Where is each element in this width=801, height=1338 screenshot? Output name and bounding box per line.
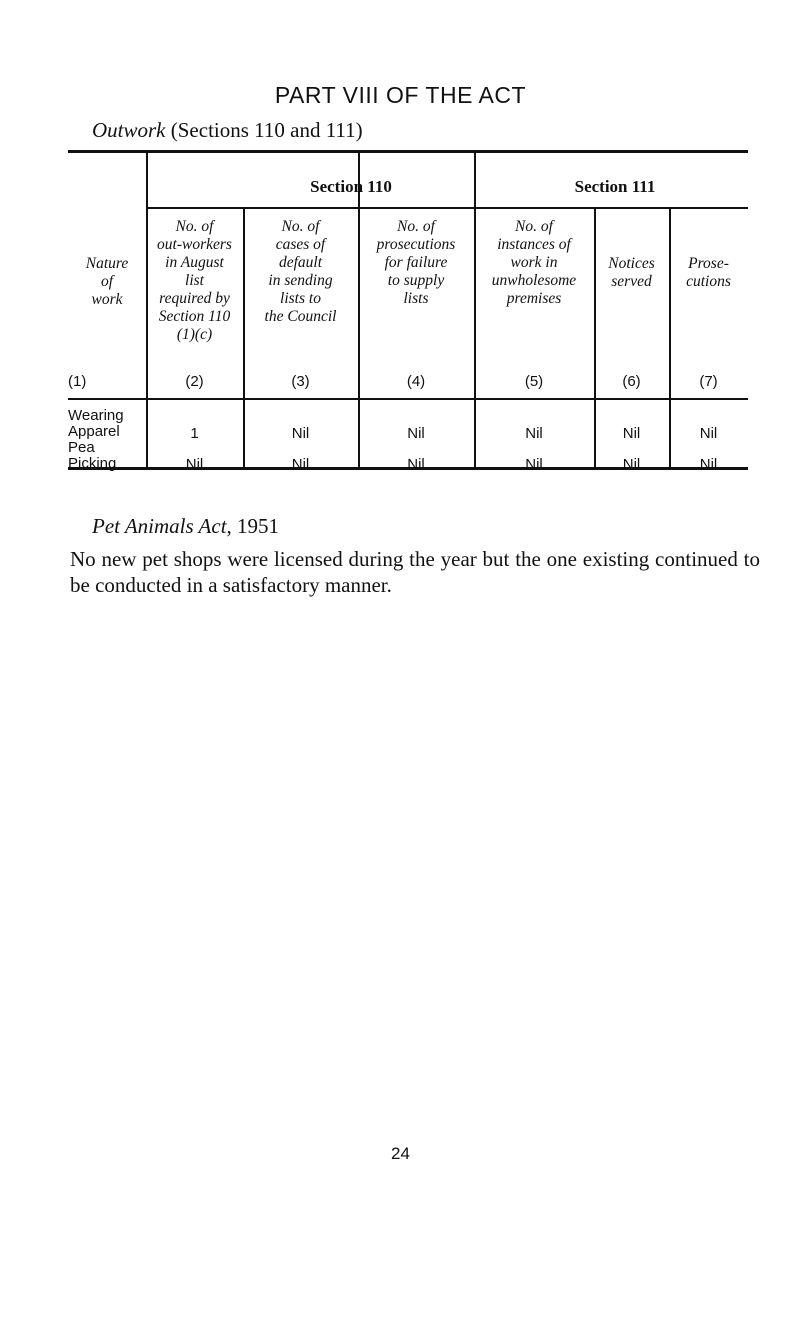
section-111-heading: Section 111 (574, 177, 656, 196)
col-rule-4 (474, 153, 476, 467)
header-line: served (611, 273, 652, 290)
header-line: No. of (397, 218, 435, 235)
header-line: unwholesome (491, 272, 577, 289)
header-line: of (100, 273, 114, 290)
table-cell: Nil (185, 456, 204, 473)
header-line: work (91, 291, 123, 308)
header-line: Notices (608, 255, 655, 272)
header-line: prosecutions (376, 236, 456, 253)
col-rule-3 (358, 153, 360, 467)
table-cell: Nil (407, 425, 425, 442)
header-line: Section 110 (158, 308, 231, 325)
header-line: for failure (384, 254, 448, 271)
col-header-4 (358, 218, 474, 308)
table-cell: Nil (622, 425, 641, 442)
row-label-line: Apparel (68, 423, 120, 440)
table-cell: 1 (190, 425, 199, 442)
header-line: (1)(c) (176, 326, 213, 343)
col-number-4: (4) (406, 373, 426, 390)
pet-title-italic: Pet Animals Act (92, 514, 227, 538)
header-line: No. of (281, 218, 320, 235)
header-line: instances of (497, 236, 571, 253)
row-label-line: Wearing (68, 407, 124, 424)
section-110-heading: Section 110 (310, 177, 392, 196)
header-line: out-workers (157, 236, 232, 253)
header-line: lists to (280, 290, 321, 307)
table-cell: Nil (291, 456, 310, 473)
table-cell: Nil (699, 456, 718, 473)
section-subtitle (92, 118, 363, 143)
subtitle-rest: (Sections 110 and 111) (165, 118, 363, 142)
header-line: list (185, 272, 204, 289)
header-line: Nature (85, 255, 129, 272)
col-number-7: (7) (699, 373, 718, 390)
header-line: in August (165, 254, 224, 271)
col-header-3 (243, 218, 358, 326)
pet-animals-heading (92, 514, 279, 539)
table-cell: Nil (407, 456, 425, 473)
col-header-1 (68, 255, 146, 309)
col-number-5: (5) (524, 373, 544, 390)
table-cell: Nil (622, 456, 641, 473)
header-line: work in (510, 254, 558, 271)
header-line: Prose- (688, 255, 729, 272)
header-line: in sending (268, 272, 333, 289)
col-header-6 (594, 255, 669, 291)
col-number-6: (6) (622, 373, 641, 390)
pet-title-rest: , 1951 (226, 514, 280, 538)
header-line: required by (159, 290, 230, 307)
header-line: the Council (264, 308, 337, 325)
part-title: PART VIII OF THE ACT (274, 82, 527, 108)
table-cell: Nil (525, 425, 543, 442)
col-header-7 (669, 255, 748, 291)
row-label-wearing-apparel (68, 408, 124, 440)
header-line: lists (403, 290, 429, 307)
table-cell: Nil (525, 456, 543, 473)
section-rule (146, 207, 748, 209)
col-header-2 (146, 218, 243, 344)
header-line: No. of (175, 218, 214, 235)
col-number-1: (1) (68, 373, 87, 390)
table-cell: Nil (699, 425, 718, 442)
table-cell: Nil (291, 425, 310, 442)
header-bottom-rule (68, 398, 748, 400)
row-label-line: Pea (68, 439, 95, 456)
subtitle-italic: Outwork (92, 118, 166, 142)
header-line: premises (506, 290, 562, 307)
col-number-3: (3) (291, 373, 310, 390)
col-header-5 (474, 218, 594, 308)
page-number: 24 (391, 1144, 410, 1163)
header-line: default (278, 254, 323, 271)
header-line: cutions (686, 273, 731, 290)
header-line: No. of (515, 218, 553, 235)
row-label-line: Picking (68, 455, 117, 472)
header-line: to supply (387, 272, 445, 289)
header-line: cases of (275, 236, 326, 253)
table-top-rule (68, 150, 748, 153)
row-label-pea-picking (68, 440, 116, 472)
col-number-2: (2) (185, 373, 204, 390)
pet-animals-paragraph: No new pet shops were licensed during the year but the one existing continued to be conducted in a satisfactory manner. (70, 547, 760, 597)
